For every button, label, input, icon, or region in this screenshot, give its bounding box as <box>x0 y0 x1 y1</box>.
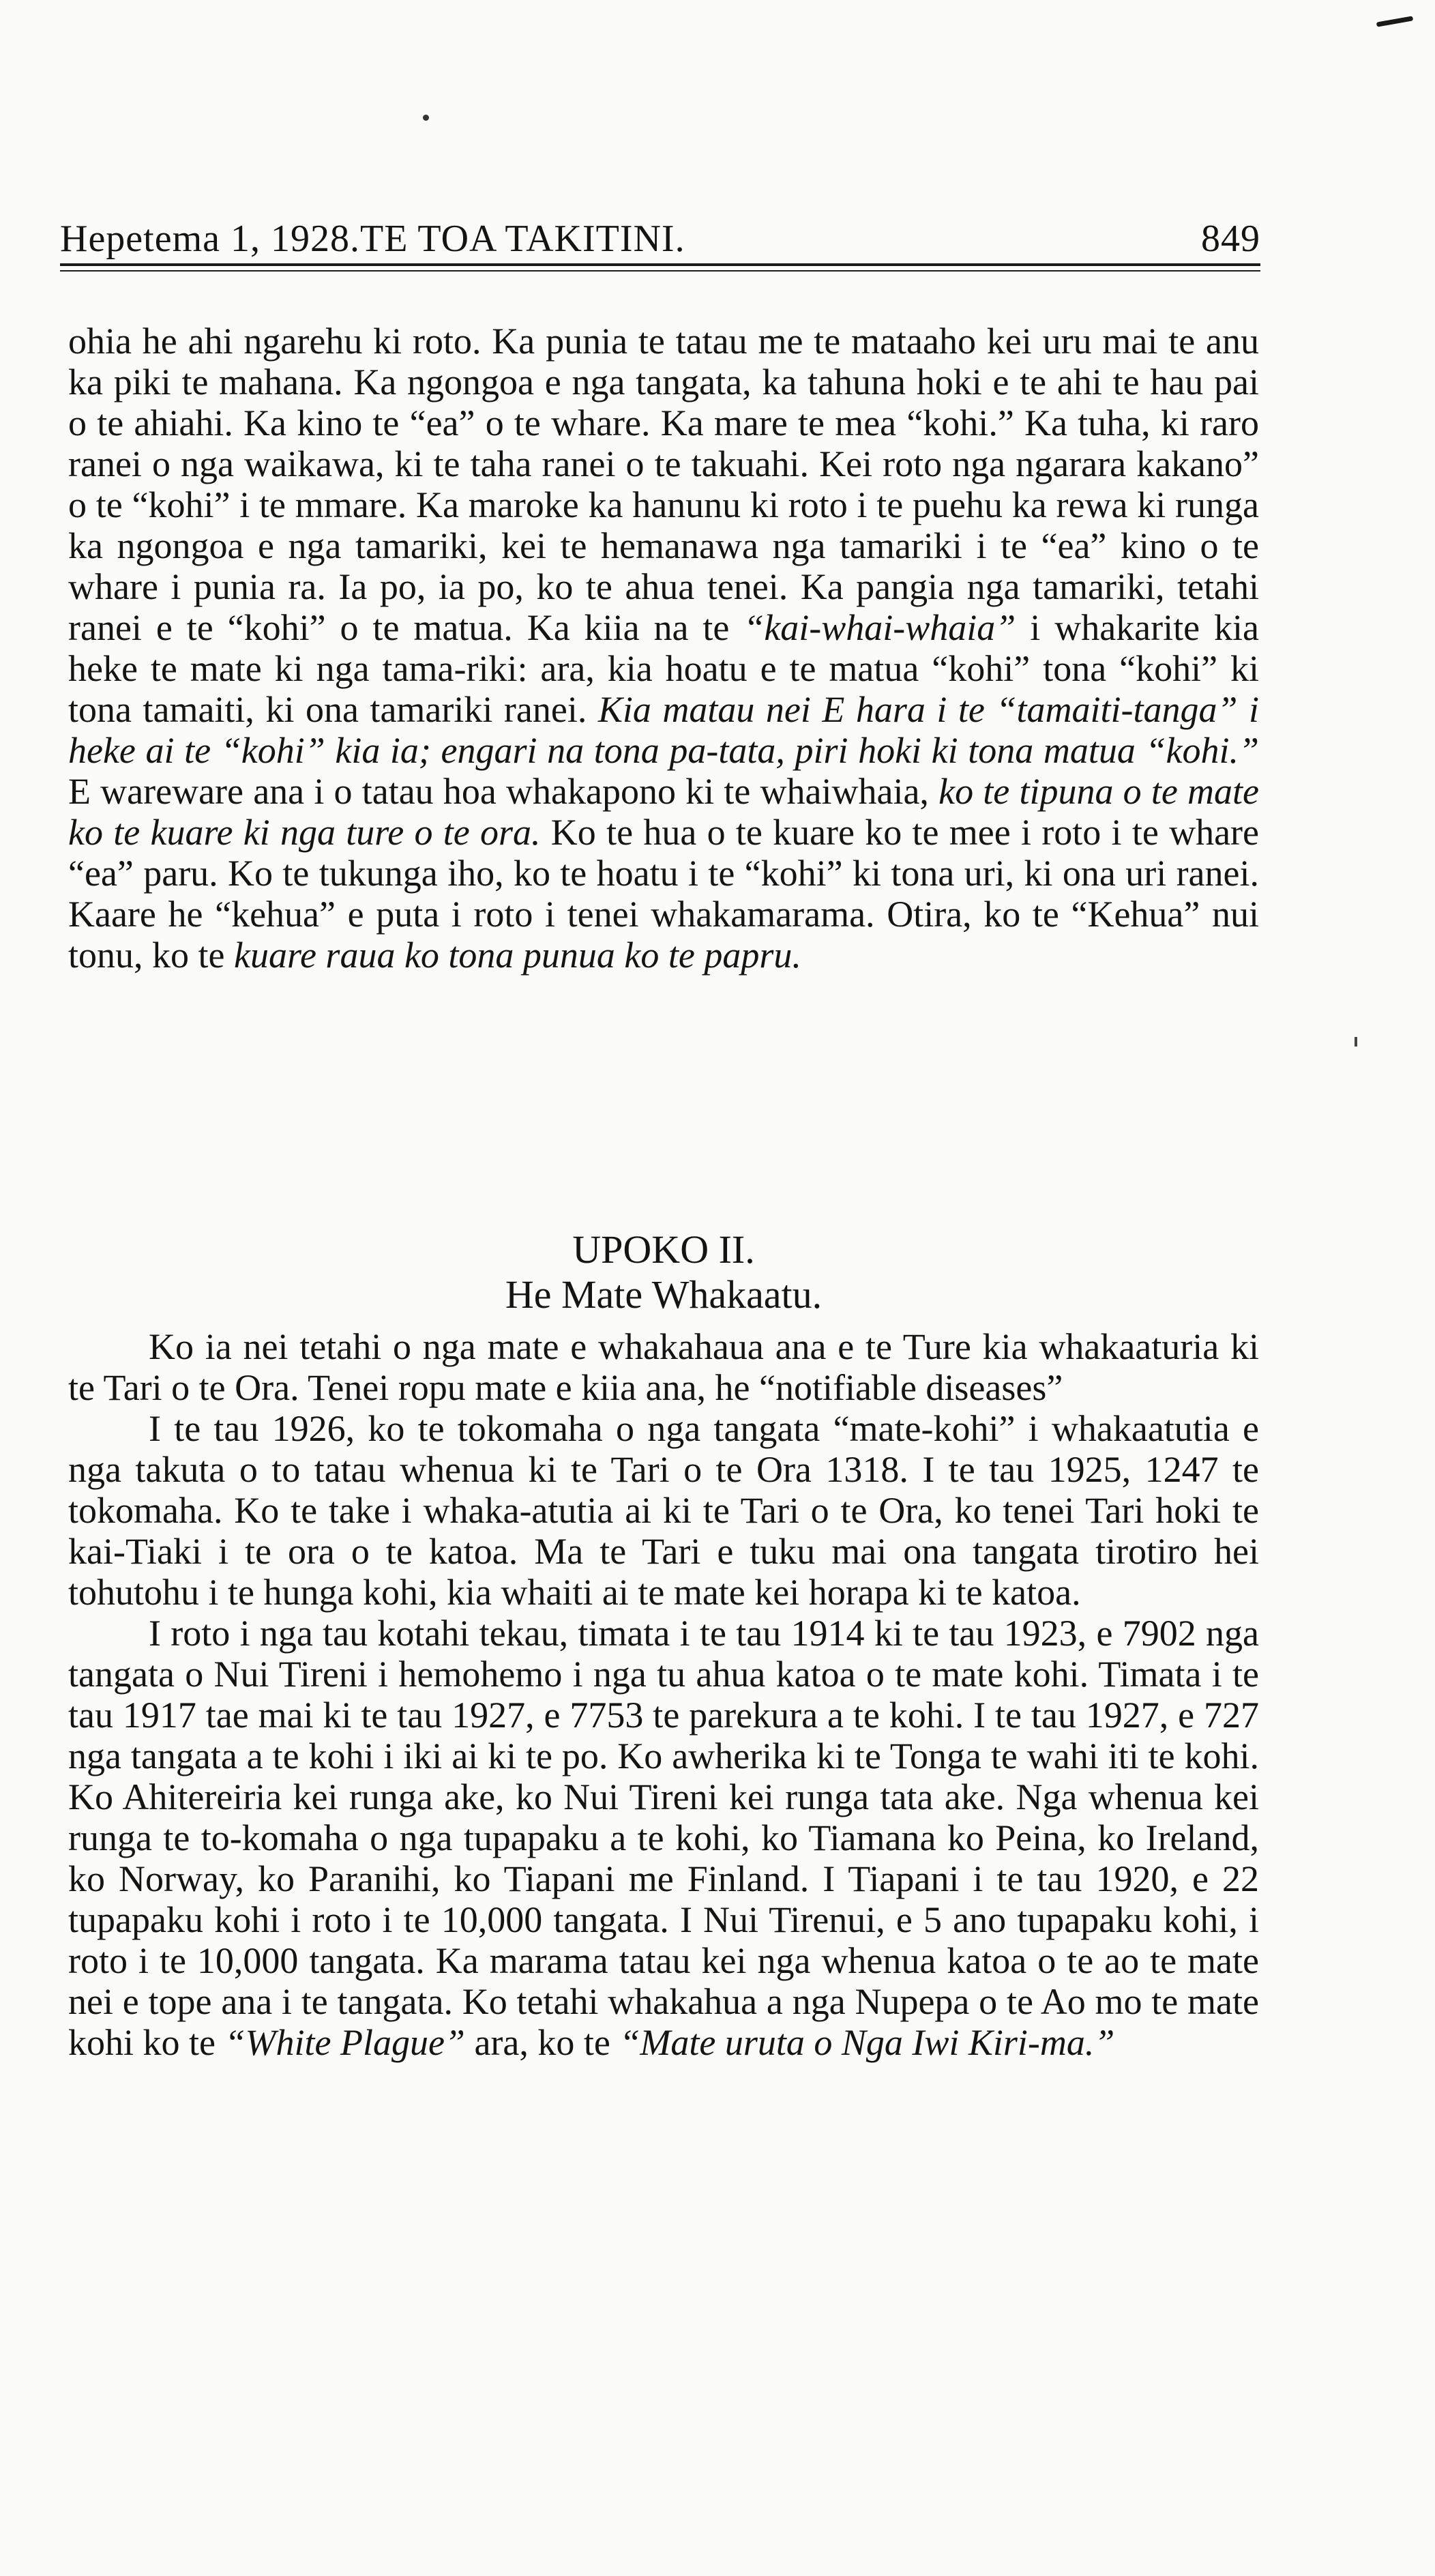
text-run: i whakarite kia heke te mate ki nga tama-riki: ara, kia hoatu e te matua “kohi” tona “kohi” ki tona tamaiti, ki ona tamariki ranei. <box>68 607 1259 730</box>
paragraph: Ko ia nei tetahi o nga mate e whakahaua ana e te Ture kia whakaaturia ki te Tari o te Ora. Tenei ropu mate e kiia ana, he “notifiable diseases” <box>68 1326 1259 1408</box>
italic-run: kuare raua ko tona punua ko te papru. <box>233 935 801 976</box>
header-title: TE TOA TAKITINI. <box>359 218 685 260</box>
paragraph <box>68 1613 1259 2063</box>
header-rule-thin <box>60 270 1260 272</box>
section-body <box>68 1326 1259 2063</box>
text-run: ara, ko te <box>464 2022 620 2063</box>
paragraph: I te tau 1926, ko te tokomaha o nga tangata “mate-kohi” i whakaatutia e nga takuta o to tatau whenua ki te Tari o te Ora 1318. I te tau 1925, 1247 te tokomaha. Ko te take i whaka-atutia ai ki te Tari o te Ora, ko tenei Tari hoki te kai-Tiaki i te ora o te katoa. Ma te Tari e tuku mai ona tangata tirotiro hei tohutohu i te hunga kohi, kia whaiti ai te mate kei horapa ki te katoa. <box>68 1408 1259 1613</box>
header-date: Hepetema 1, 1928. <box>60 218 360 260</box>
text-run: E wareware ana i o tatau hoa whakapono ki te whaiwhaia, <box>68 771 939 812</box>
page-number: 849 <box>1201 218 1260 260</box>
italic-run: Kia matau nei E hara i te “tamaiti-tanga” i heke ai te “kohi” kia ia; engari na tona pa-tata, piri hoki ki tona matua “kohi.” <box>68 689 1259 771</box>
header-rule <box>60 263 1260 266</box>
paragraph <box>68 321 1259 976</box>
text-run: ohia he ahi ngarehu ki roto. Ka punia te tatau me te mataaho kei uru mai te anu ka piki te mahana. Ka ngongoa e nga tangata, ka tahuna hoki e te ahi te hau pai o te ahiahi. Ka kino te “ea” o te whare. Ka mare te mea “kohi.” Ka tuha, ki raro ranei o nga waikawa, ki te taha ranei o te takuahi. Kei roto nga ngarara kakano” o te “kohi” i te mmare. Ka maroke ka hanunu ki roto i te puehu ka rewa ki runga ka ngongoa e nga tamariki, kei te hemanawa nga tamariki i te “ea” kino o te whare i punia ra. Ia po, ia po, ko te ahua tenei. Ka pangia nga tamariki, tetahi ranei e te “kohi” o te matua. Ka kiia na te <box>68 321 1259 648</box>
section-subheading: He Mate Whakaatu. <box>505 1272 823 1317</box>
margin-ink-mark <box>1355 1037 1357 1046</box>
italic-run: ko te tipuna o te mate ko te kuare ki nga ture o te ora. <box>68 771 1259 853</box>
header-date-title <box>60 217 685 261</box>
ink-speck <box>423 115 429 121</box>
running-header <box>60 217 1260 261</box>
paragraph-continued <box>68 321 1259 976</box>
section-heading: UPOKO II. <box>572 1227 755 1272</box>
italic-run: “kai-whai-whaia” <box>743 607 1016 648</box>
text-run: I roto i nga tau kotahi tekau, timata i te tau 1914 ki te tau 1923, e 7902 nga tangata o Nui Tireni i hemohemo i nga tu ahua katoa o te mate kohi. Timata i te tau 1917 tae mai ki te tau 1927, e 7753 te parekura a te kohi. I te tau 1927, e 727 nga tangata a te kohi i iki ai ki te po. Ko awherika ki te Tonga te wahi iti te kohi. Ko Ahitereiria kei runga ake, ko Nui Tireni kei runga tata ake. Nga whenua kei runga te to-komaha o nga tupapaku a te kohi, ko Tiamana ko Peina, ko Ireland, ko Norway, ko Paranihi, ko Tiapani me Finland. I Tiapani i te tau 1920, e 22 tupapaku kohi i roto i te 10,000 tangata. I Nui Tirenui, e 5 ano tupapaku kohi, i roto i te 10,000 tangata. Ka marama tatau kei nga whenua katoa o te ao te mate nei e tope ana i te tangata. Ko tetahi whakahua a nga Nupepa o te Ao mo te mate kohi ko te <box>68 1613 1259 2063</box>
italic-run: “White Plague” <box>224 2022 465 2063</box>
italic-run: “Mate uruta o Nga Iwi Kiri-ma.” <box>619 2022 1115 2063</box>
text-run: Ko te hua o te kuare ko te mee i roto i te whare “ea” paru. Ko te tukunga iho, ko te hoatu i te “kohi” ki tona uri, ki ona uri ranei. Kaare he “kehua” e puta i roto i tenei whakamarama. Otira, ko te “Kehua” nui tonu, ko te <box>68 812 1259 976</box>
corner-ink-mark <box>1376 16 1413 27</box>
